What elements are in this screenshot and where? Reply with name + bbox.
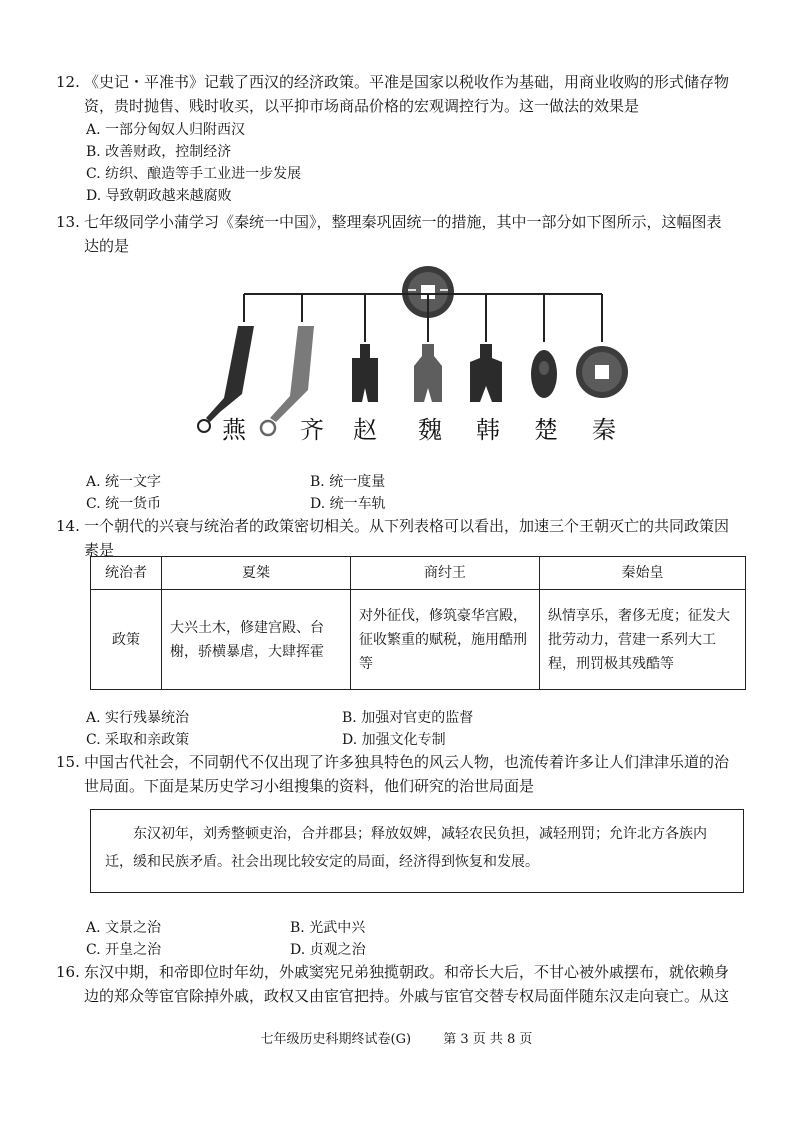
option-c: C. 纺织、酿造等手工业进一步发展 — [86, 166, 302, 182]
option-b: B. 加强对官吏的监督 — [342, 710, 474, 726]
question-12 — [56, 70, 756, 118]
option-b: B. 统一度量 — [310, 474, 386, 490]
option-c: C. 统一货币 — [86, 496, 162, 512]
table-row-label: 政策 — [91, 590, 162, 690]
question-15 — [56, 750, 756, 798]
option-a: A. 一部分匈奴人归附西汉 — [86, 122, 246, 138]
table-cell: 大兴土木，修建宫殿、台榭，骄横暴虐，大肆挥霍 — [162, 590, 351, 690]
option-b: B. 光武中兴 — [290, 920, 366, 936]
question-stem-continued: 达的是 — [84, 237, 130, 255]
question-stem: 七年级同学小蒲学习《秦统一中国》，整理秦巩固统一的措施，其中一部分如下图所示，这幅图表 — [84, 213, 722, 231]
table-cell: 纵情享乐，奢侈无度；征发大批劳动力，营建一系列大工程，刑罚极其残酷等 — [540, 590, 746, 690]
question-stem-continued: 边的郑众等宦官除掉外戚，政权又由宦官把持。外戚与宦官交替专权局面伴随东汉走向衰亡。从这 — [84, 987, 730, 1005]
option-c: C. 采取和亲政策 — [86, 732, 190, 748]
page-footer — [0, 1028, 793, 1047]
option-a: A. 文景之治 — [86, 920, 162, 936]
source-material-box — [90, 809, 744, 893]
label-zhao: 赵 — [353, 416, 377, 444]
option-d: D. 统一车轨 — [310, 496, 386, 512]
policy-table — [90, 556, 746, 690]
label-chu: 楚 — [534, 416, 558, 444]
label-han: 韩 — [476, 416, 500, 444]
question-16 — [56, 960, 756, 1008]
table-header: 商纣王 — [351, 557, 540, 590]
table-header: 夏桀 — [162, 557, 351, 590]
question-stem: 中国古代社会，不同朝代不仅出现了许多独具特色的风云人物，也流传着许多让人们津津乐道的治 — [84, 753, 730, 771]
label-qin: 秦 — [592, 416, 616, 444]
table-cell: 对外征伐，修筑豪华宫殿，征收繁重的赋税，施用酷刑等 — [351, 590, 540, 690]
option-d: D. 加强文化专制 — [342, 732, 446, 748]
wei-spade-coin-icon — [414, 344, 442, 402]
label-wei: 魏 — [418, 416, 442, 444]
question-stem: 东汉中期，和帝即位时年幼，外戚窦宪兄弟独揽朝政。和帝长大后，不甘心被外戚摆布，就依赖身 — [84, 963, 730, 981]
table-header-row — [91, 557, 746, 590]
qin-round-coin-icon — [576, 346, 628, 398]
option-a: A. 实行残暴统治 — [86, 710, 190, 726]
question-number: 14. — [56, 517, 80, 535]
table-header: 统治者 — [91, 557, 162, 590]
option-c: C. 开皇之治 — [86, 942, 162, 958]
question-number: 13. — [56, 213, 80, 231]
question-number: 15. — [56, 753, 80, 771]
table-row — [91, 590, 746, 690]
page-number: 第 3 页 共 8 页 — [443, 1032, 533, 1047]
question-stem: 一个朝代的兴衰与统治者的政策密切相关。从下列表格可以看出，加速三个王朝灭亡的共同政策因 — [84, 517, 730, 535]
question-14 — [56, 514, 756, 562]
zhao-spade-coin-icon — [352, 344, 378, 402]
option-d: D. 导致朝政越来越腐败 — [86, 188, 232, 204]
label-yan: 燕 — [222, 416, 246, 444]
option-b: B. 改善财政，控制经济 — [86, 144, 232, 160]
question-number: 16. — [56, 963, 80, 981]
question-number: 12. — [56, 73, 80, 91]
exam-name: 七年级历史科期终试卷(G) — [260, 1032, 412, 1047]
source-material-text: 东汉初年，刘秀整顿吏治，合并郡县；释放奴婢，减轻农民负担，减轻刑罚；允许北方各族内迁，缓和民族矛盾。社会出现比较安定的局面，经济得到恢复和发展。 — [105, 826, 707, 870]
han-spade-coin-icon — [470, 344, 502, 402]
option-d: D. 贞观之治 — [290, 942, 366, 958]
question-stem-continued: 资，贵时抛售、贱时收买，以平抑市场商品价格的宏观调控行为。这一做法的效果是 — [84, 97, 640, 115]
coin-diagram — [190, 262, 660, 452]
question-13 — [56, 210, 756, 258]
question-stem: 《史记・平准书》记载了西汉的经济政策。平准是国家以税收作为基础，用商业收购的形式储存物 — [84, 73, 730, 91]
chu-ant-nose-coin-icon — [531, 350, 557, 398]
table-header: 秦始皇 — [540, 557, 746, 590]
coin-diagram-svg — [190, 262, 660, 452]
label-qi: 齐 — [300, 416, 324, 444]
question-stem-continued: 世局面。下面是某历史学习小组搜集的资料，他们研究的治世局面是 — [84, 777, 535, 795]
question-stem-continued: 素是 — [84, 541, 115, 559]
option-a: A. 统一文字 — [86, 474, 162, 490]
